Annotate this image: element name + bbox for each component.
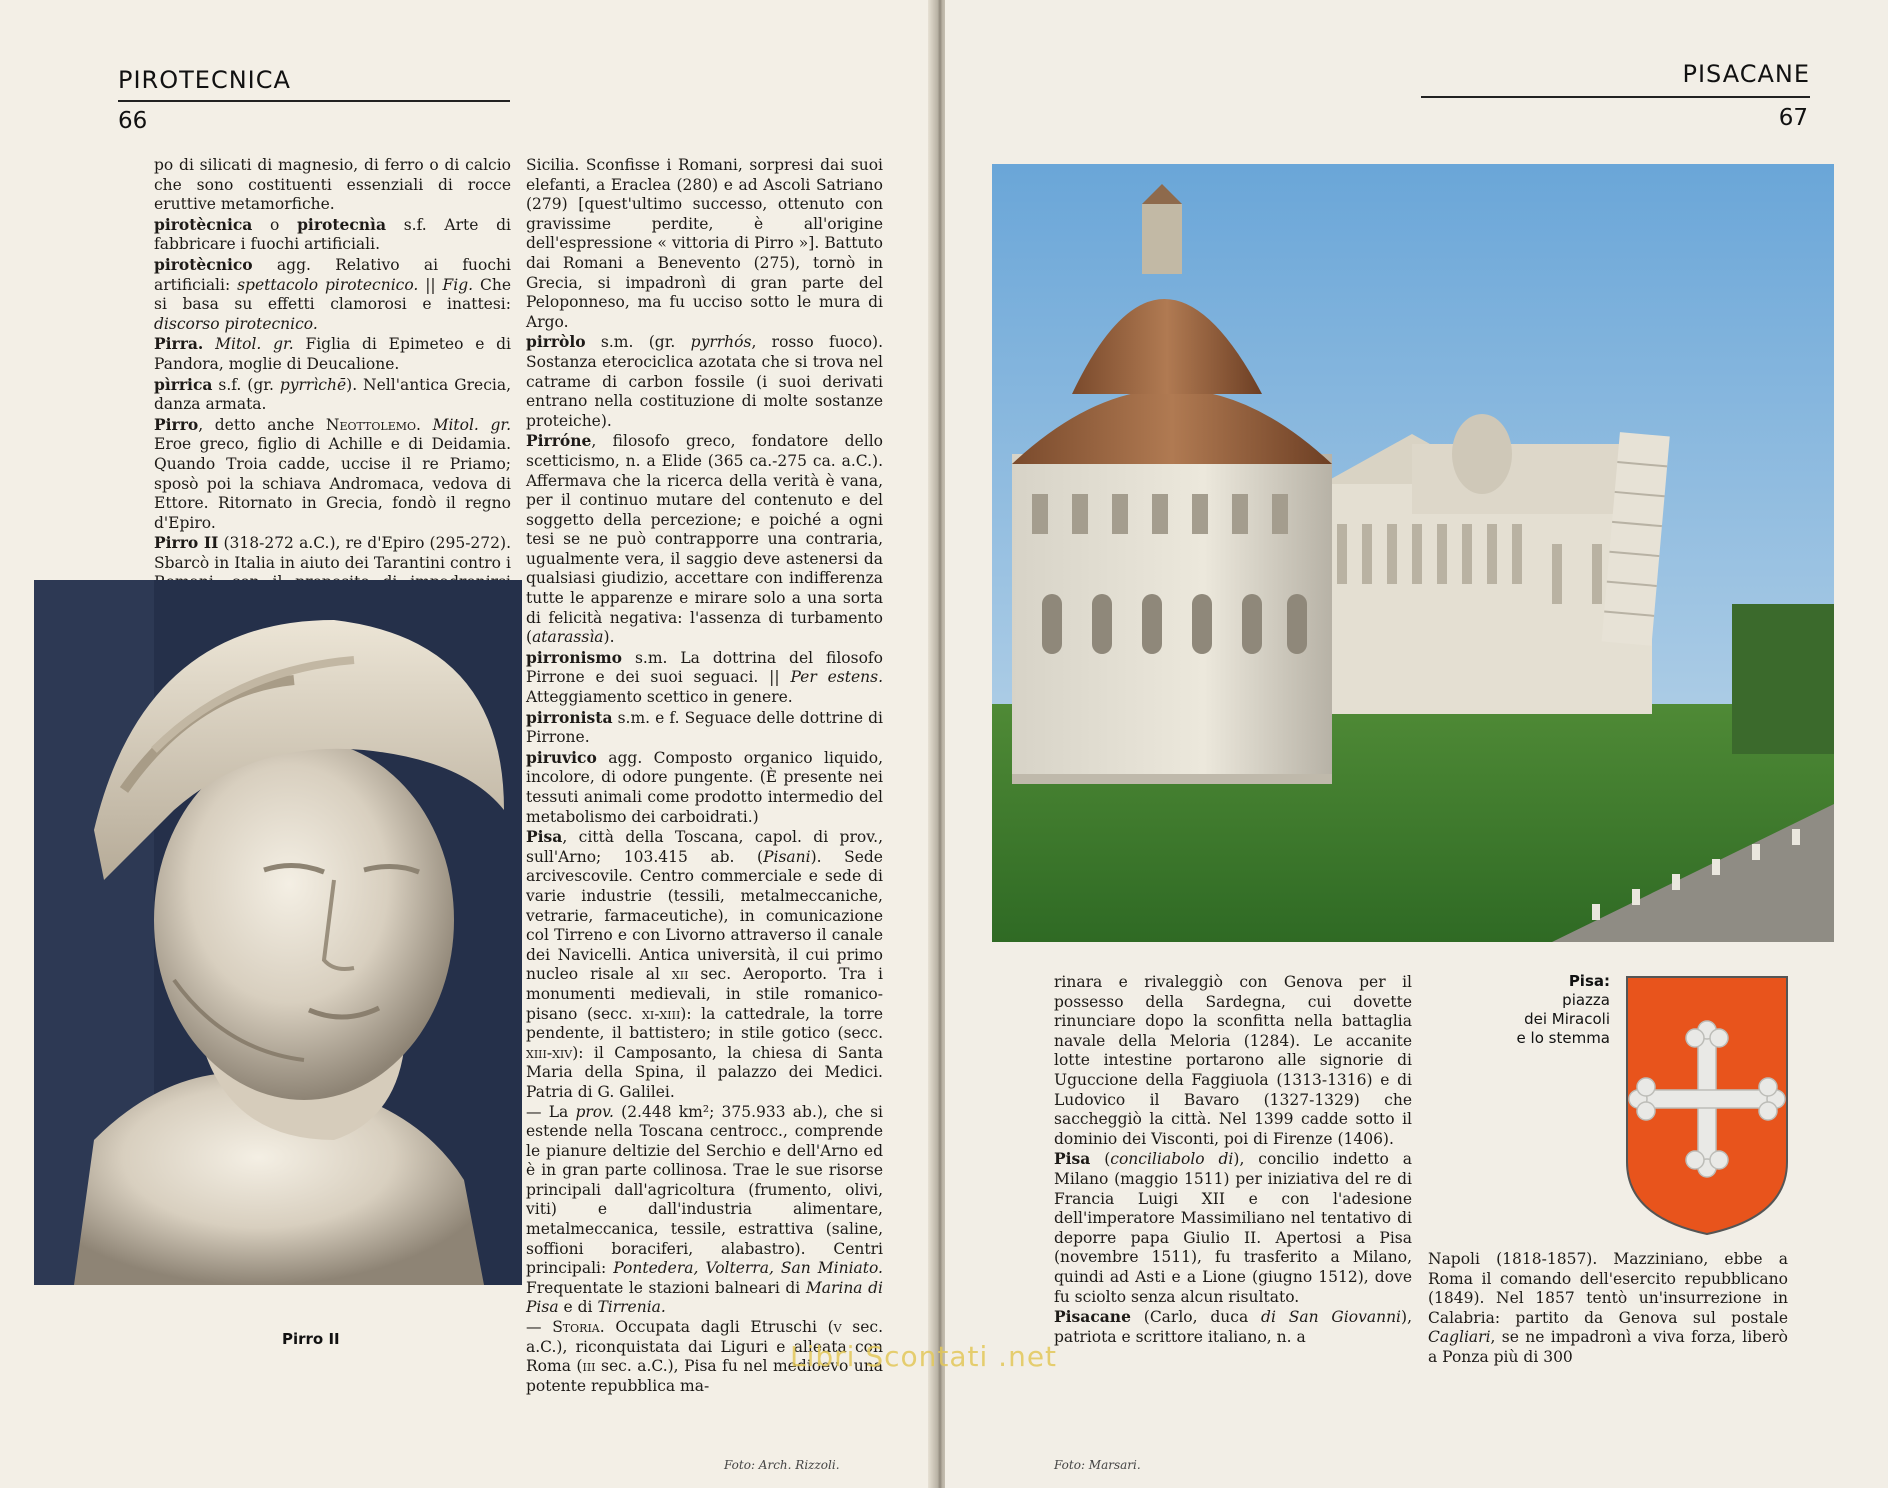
entry-pirro: Pirro, detto anche Neottolemo. Mitol. gr. Eroe greco, figlio di Achille e di Deidamia. Quando Troia cadde, uccise il re Priamo; sposò poi la schiava Andromaca, vedova di Ettore. Ritornato in Grecia, fondò il regno d'Epiro. [154,414,512,532]
entry-pisa: Pisa, città della Toscana, capol. di prov., sull'Arno; 103.415 ab. (Pisani). Sede arcivescovile. Centro commerciale e sede di varie industrie (tessili, metalmeccaniche, vetrarie, farmaceutiche), in comunicazione col Tirreno e con Livorno attraverso il canale dei Navicelli. Antica università, il cui primo nucleo risale al xii sec. Aeroporto. Tra i monumenti medievali, in stile romanico-pisano (secc. xi-xiii): la cattedrale, la torre pendente, il battistero; in stile gotico (secc. xiii-xiv): il Camposanto, la chiesa di Santa Maria della Spina, il palazzo dei Medici. Patria di G. Galilei. [526,827,883,1101]
bust-caption: Pirro II [282,1330,340,1348]
text-column-4 [1428,1250,1788,1368]
entry-pirotecnico: pirotècnico agg. Relativo ai fuochi artificiali: spettacolo pirotecnico. || Fig. Che si basa su effetti clamorosi e inattesi: discorso pirotecnico. [154,254,511,333]
entry-pirro-ii-continuation: Sicilia. Sconfisse i Romani, sorpresi dai suoi elefanti, a Eraclea (280) e ad Ascoli Satriano (279) [quest'ultimo successo, ottenuto con gravissime perdite, è all'origine dell'espressione « vittoria di Pirro »]. Battuto dai Romani a Benevento (275), tornò in Grecia, si impadronì di gran parte del Peloponneso, ma fu ucciso sotto le mura di Argo. [526,156,883,331]
entry-pirro-ii: Pirro II (318-272 a.C.), re d'Epiro (295-272). Sbarcò in Italia in aiuto dei Tarantini contro i [154,533,511,572]
caption-title: Pisa: [1568,972,1610,990]
running-head-right: PISACANE [1682,60,1810,88]
text-column-2 [526,156,883,1396]
entry-pirronismo: pirronismo s.m. La dottrina del filosofo Pirrone e dei suoi seguaci. || Per estens. Atteggiamento scettico in genere. [526,647,883,707]
caption-line-3: e lo stemma [1516,1029,1610,1047]
entry-pirotecnica: pirotècnica o pirotecnìa s.f. Arte di fabbricare i fuochi artificiali. [154,214,511,254]
piazza-illustration [992,164,1834,942]
header-rule-right [1421,96,1810,98]
entry-continuation: po di silicati di magnesio, di ferro o di calcio che sono costituenti essenziali di rocce eruttive metamorfiche. [154,156,511,214]
page-number-right: 67 [1778,105,1808,131]
entry-pisacane: Pisacane (Carlo, duca di San Giovanni), patriota e scrittore italiano, n. a [1054,1307,1412,1346]
photo-caption-right [1486,972,1610,1048]
entry-pirrica: pìrrica s.f. (gr. pyrrìchē). Nell'antica Grecia, danza armata. [154,374,511,414]
running-head-left: PIROTECNICA [118,66,291,94]
piazza-dei-miracoli-photo [992,164,1834,942]
entry-pisa-storia-continuation: rinara e rivaleggiò con Genova per il possesso della Sardegna, cui dovette rinunciare dopo la sconfitta nella battaglia navale della Meloria (1284). Le accanite lotte intestine portarono alle signorie di Uguccione della Faggiuola (1313-1316) e di Ludovico il Bavaro (1327-1329) che saccheggiò la città. Nel 1399 cadde sotto il dominio dei Visconti, poi di Firenze (1406). [1054,973,1412,1148]
photo-credit-left: Foto: Arch. Rizzoli. [724,1458,840,1472]
entry-pirronista: pirronista s.m. e f. Seguace delle dottrine di Pirrone. [526,707,883,747]
caption-line-2: dei Miracoli [1524,1010,1610,1028]
text-column-1 [154,156,511,613]
entry-pisa-concilio: Pisa (conciliabolo di), concilio indetto a Milano (maggio 1511) per iniziativa del re di Francia Luigi XII e con l'adesione dell'imperatore Massimiliano nel tentativo di deporre papa Giulio II. Apertosi a Pisa (novembre 1511), fu trasferito a Milano, quindi ad Asti e a Lione (giugno 1512), dove fu sciolto senza alcun risultato. [1054,1149,1412,1306]
entry-pirra: Pirra. Mitol. gr. Figlia di Epimeteo e di Pandora, moglie di Deucalione. [154,334,512,373]
entry-pirrone: Pirróne, filosofo greco, fondatore dello scetticismo, n. a Elide (365 ca.-275 ca. a.C.). Affermava che la ricerca della verità è vana, per il continuo mutare del contenuto e del soggetto della percezione; e poiché a ogni tesi se ne può contrapporre una contraria, ugualmente vera, il saggio deve astenersi da qualsiasi giudizio, accettare con indifferenza tutte le apparenze e mirare solo a una sorta di felicità negativa: l'assenza di turbamento (atarassìa). [526,431,883,647]
bust-illustration [34,580,522,1285]
pisa-coat-of-arms [1622,972,1792,1237]
entry-pisacane-continuation: Napoli (1818-1857). Mazziniano, ebbe a Roma il comando dell'esercito repubblicano (1849). Nel 1857 tentò un'insurrezione in Calabria: partito da Genova sul postale Cagliari, se ne impadronì a viva forza, liberò a Ponza più di 300 [1428,1250,1788,1366]
caption-line-1: piazza [1562,991,1610,1009]
left-page [0,0,935,1488]
pirro-ii-bust-photo [34,580,522,1285]
photo-credit-right: Foto: Marsari. [1054,1458,1141,1472]
watermark: Libri Scontati .net [790,1340,1058,1373]
entry-piruvico: piruvico agg. Composto organico liquido, incolore, di odore pungente. (È presente nei tessuti animali come prodotto intermedio del metabolismo dei carboidrati.) [526,747,883,826]
header-rule-left [118,100,510,102]
entry-pisa-storia: — Storia. Occupata dagli Etruschi (v sec. a.C.), riconquistata dai Liguri e alleata con Roma (iii sec. a.C.), Pisa fu nel medioevo una potente repubblica ma- [526,1318,883,1395]
page-number-left: 66 [118,108,148,134]
entry-pisa-provincia: — La prov. (2.448 km²; 375.933 ab.), che si estende nella Toscana centrocc., comprende le pianure deltizie del Serchio e dell'Arno ed è in gran parte collinosa. Trae le sue risorse principali dall'agricoltura (frumento, olivi, viti) e dall'industria alimentare, metalmeccanica, tessile, estrattiva (saline, soffioni boraciferi, alabastro). Centri principali: Pontedera, Volterra, San Miniato. Frequentate le stazioni balneari di Marina di Pisa e di Tirrenia. [526,1102,883,1317]
text-column-3 [1054,973,1412,1347]
entry-pirrolo: pirròlo s.m. (gr. pyrrhós, rosso fuoco). Sostanza eterociclica azotata che si trova nel catrame di carbon fossile (i suoi derivati entrano nella costituzione di molte sostanze proteiche). [526,332,883,430]
